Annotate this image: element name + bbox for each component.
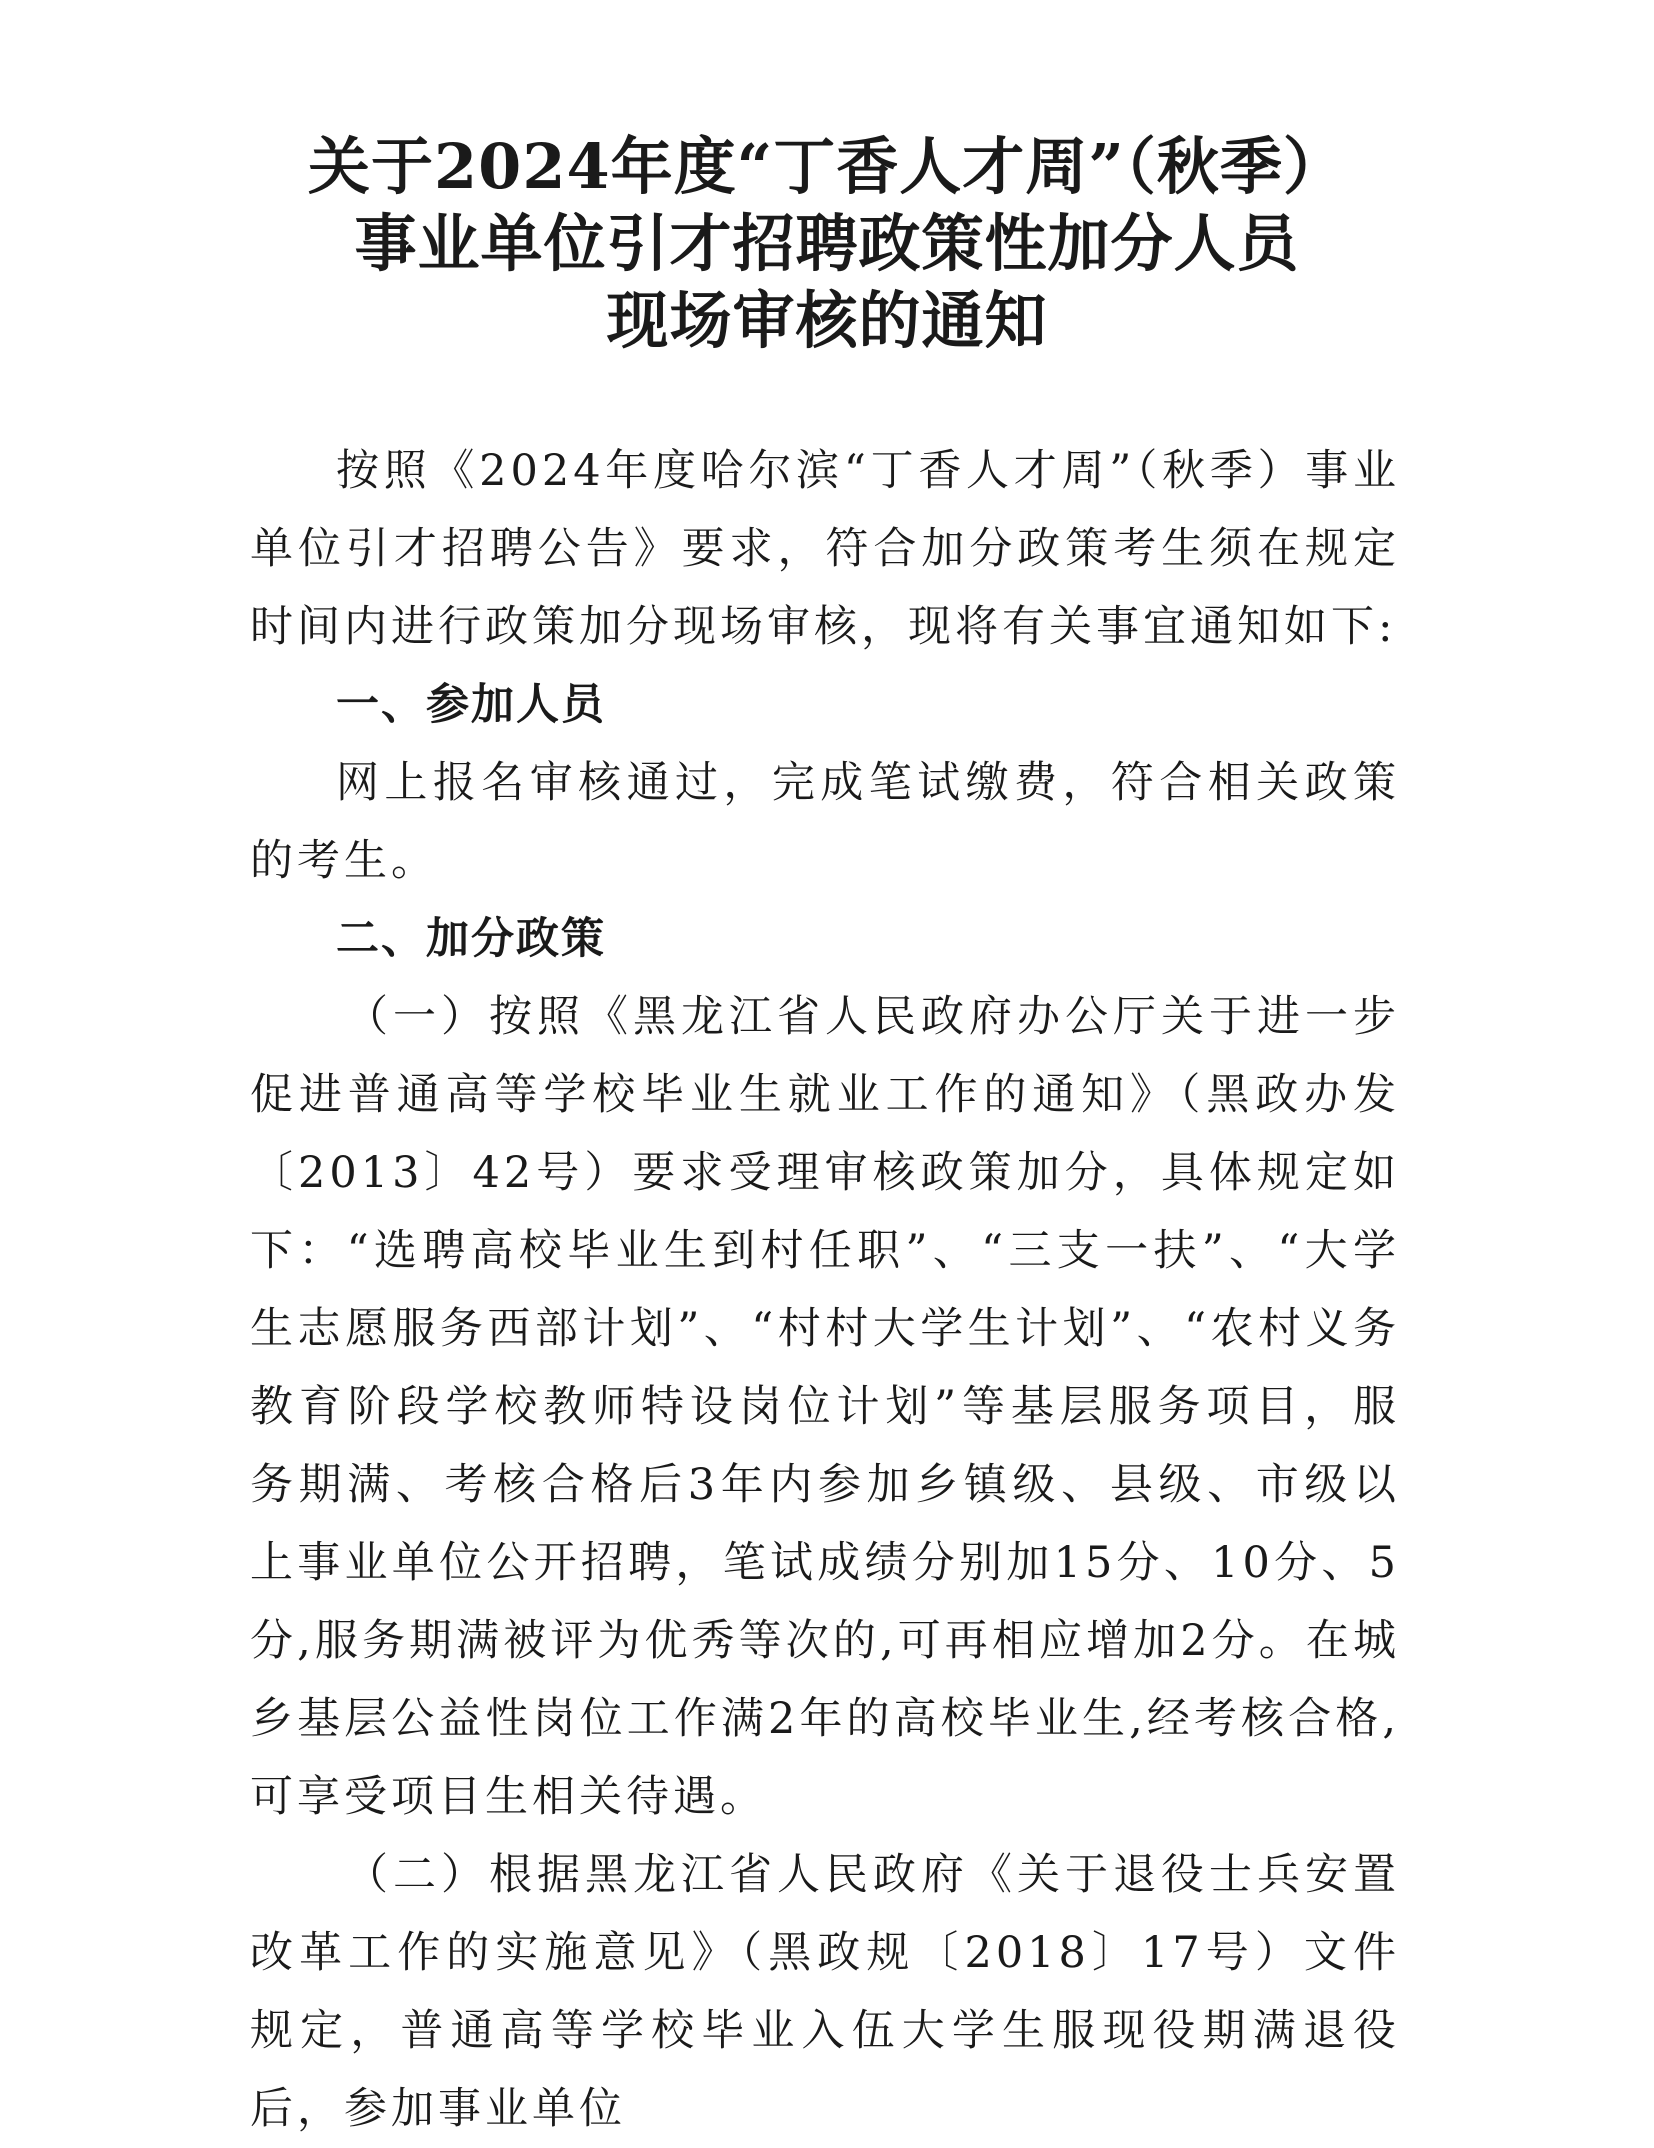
section-2-heading: 二、加分政策 xyxy=(336,914,606,964)
section-1-paragraph: 网上报名审核通过，完成笔试缴费，符合相关政策的考生。 xyxy=(250,758,1400,886)
title-line-1: 关于2024年度“丁香人才周”（秋季） xyxy=(308,130,1346,203)
section-2-item-1: （一）按照《黑龙江省人民政府办公厅关于进一步促进普通高等学校毕业生就业工作的通知》（黑政办发〔2013〕42号）要求受理审核政策加分，具体规定如下：“选聘高校毕业生到村任职”、“三支一扶”、“大学生志愿服务西部计划”、“村村大学生计划”、“农村义务教育阶段学校教师特设岗位计划”等基层服务项目，服务期满、考核合格后3年内参加乡镇级、县级、市级以上事业单位公开招聘，笔试成绩分别加15分、10分、5分,服务期满被评为优秀等次的,可再相应增加2分。在城乡基层公益性岗位工作满2年的高校毕业生,经考核合格,可享受项目生相关待遇。 xyxy=(250,992,1400,1822)
section-2-item-2: （二）根据黑龙江省人民政府《关于退役士兵安置改革工作的实施意见》（黑政规〔2018〕17号）文件规定，普通高等学校毕业入伍大学生服现役期满退役后，参加事业单位 xyxy=(250,1850,1400,2134)
title-line-2: 事业单位引才招聘政策性加分人员 xyxy=(354,207,1300,280)
title-line-3: 现场审核的通知 xyxy=(606,284,1048,357)
document-title xyxy=(0,128,1654,359)
section-1-heading: 一、参加人员 xyxy=(336,680,606,730)
document-body xyxy=(250,432,1400,2148)
intro-paragraph: 按照《2024年度哈尔滨“丁香人才周”（秋季）事业单位引才招聘公告》要求，符合加分政策考生须在规定时间内进行政策加分现场审核，现将有关事宜通知如下: xyxy=(250,446,1400,652)
